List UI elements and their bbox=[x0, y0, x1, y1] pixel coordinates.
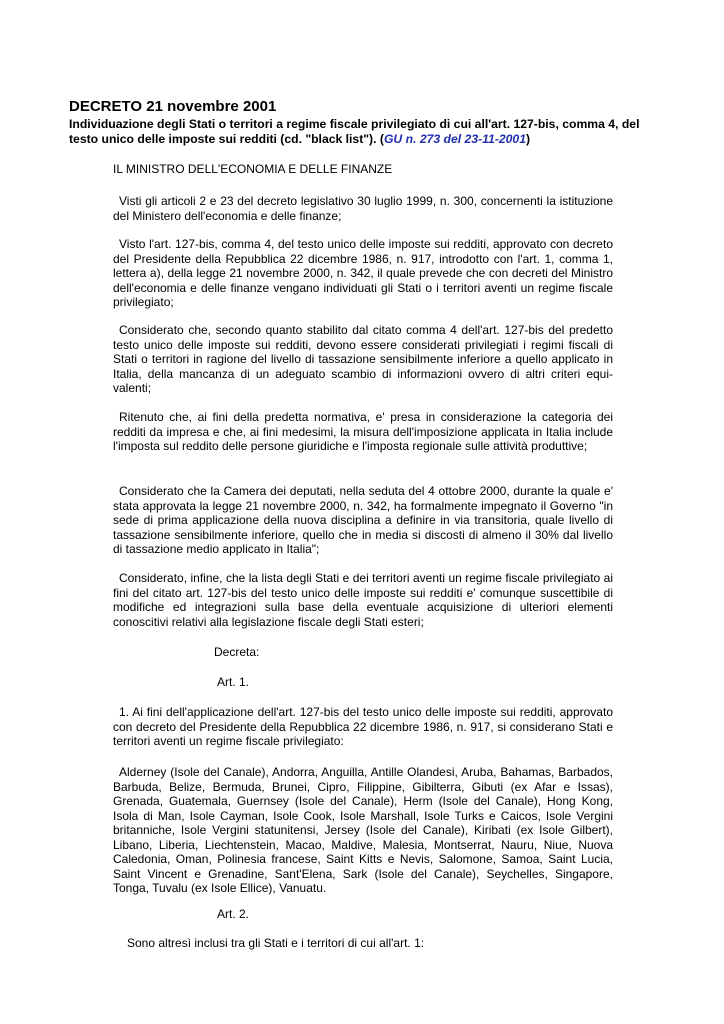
decree-subtitle bbox=[69, 117, 659, 147]
preamble-paragraph: Visto l'art. 127-bis, comma 4, del testo unico delle imposte sui redditi, approvato con decreto del Presidente della Repubblica 22 dicembre 1986, n. 917, introdotto con l'art. 1, comma 1, lettera a), della legge 21 novembre 2000, n. 342, il quale prevede che con decreti del Ministro dell'economia e delle finanze vengano individuati gli Stati o i territori aventi un regime fiscale privilegiato; bbox=[113, 237, 613, 309]
page-title: DECRETO 21 novembre 2001 bbox=[69, 98, 277, 115]
preamble-paragraph: Considerato che la Camera dei deputati, nella seduta del 4 ottobre 2000, durante la quale e' stata approvata la legge 21 novembre 2000, n. 342, ha formalmente impegnato il Governo "in sede di prima applicazione della nuova disciplina a definire in via transitoria, quale livello di tassazione sensibilmente inferiore, quello che in media si discosti di almeno il 30% dal livello di tassazione medio applicato in Italia"; bbox=[113, 484, 613, 556]
preamble-paragraph: Visti gli articoli 2 e 23 del decreto legislativo 30 luglio 1999, n. 300, concernenti la istituzione del Ministero dell'economia e delle finanze; bbox=[113, 194, 613, 223]
article-2-text: Sono altresì inclusi tra gli Stati e i territori di cui all'art. 1: bbox=[127, 936, 425, 950]
subtitle-close: ) bbox=[526, 132, 531, 146]
country-list: Alderney (Isole del Canale), Andorra, Anguilla, Antille Olandesi, Aruba, Bahamas, Barbados, Barbuda, Belize, Bermuda, Brunei, Cipro, Filippine, Gibilterra, Gibuti (ex Afar e Issas), Grenada, Guatemala, Guernsey (Isole del Canale), Herm (Isole del Canale), Hong Kong, Isola di Man, Isole Cayman, Isole Cook, Isole Marshall, Isole Turks e Caicos, Isole Vergini britanniche, Isole Vergini statunitensi, Jersey (Isole del Canale), Kiribati (ex Isole Gilbert), Libano, Liberia, Liechtenstein, Macao, Maldive, Malesia, Montserrat, Nauru, Niue, Nuova Caledonia, Oman, Polinesia francese, Saint Kitts e Nevis, Salomone, Samoa, Saint Lucia, Saint Vincent e Grenadine, Sant'Elena, Sark (Isole del Canale), Seychelles, Singapore, Tonga, Tuvalu (ex Isole Ellice), Vanuatu. bbox=[113, 765, 613, 895]
subtitle-text: Individuazione degli Stati o territori a regime fiscale privilegiato di cui all'art. 127-bis, comma 4, del testo unico delle imposte sui redditi (cd. "black list"). ( bbox=[69, 117, 640, 146]
preamble-paragraph: Ritenuto che, ai fini della predetta normativa, e' presa in considerazione la categoria dei redditi da impresa e che, ai fini medesimi, la misura dell'imposizione applicata in Italia include l'imposta sul reddito delle persone giuridiche e l'imposta regionale sulle attività produttive; bbox=[113, 410, 613, 453]
article-2-heading: Art. 2. bbox=[217, 907, 250, 921]
gu-reference-link[interactable]: GU n. 273 del 23-11-2001 bbox=[383, 132, 526, 146]
article-1-heading: Art. 1. bbox=[217, 675, 250, 689]
preamble-paragraph: Considerato, infine, che la lista degli Stati e dei territori aventi un regime fiscale privilegiato ai fini del citato art. 127-bis del testo unico delle imposte sui redditi e' comunque suscettibile di modifiche ed integrazioni sulla base della eventuale acquisizione di ulteriori elementi conoscitivi relativi alla legislazione fiscale degli Stati esteri; bbox=[113, 571, 613, 629]
preamble-paragraph: Considerato che, secondo quanto stabilito dal citato comma 4 dell'art. 127-bis del predetto testo unico delle imposte sui redditi, devono essere considerati privilegiati i regimi fiscali di Stati o territori in ragione del livello di tassazione sensibilmente inferiore a quello applicato in Italia, della mancanza di un adeguato scambio di informazioni ovvero di altri criteri equi-valenti; bbox=[113, 323, 613, 395]
minister-heading: IL MINISTRO DELL'ECONOMIA E DELLE FINANZE bbox=[113, 162, 393, 176]
decreta-label: Decreta: bbox=[214, 645, 260, 659]
article-1-text: 1. Ai fini dell'applicazione dell'art. 127-bis del testo unico delle imposte sui redditi, approvato con decreto del Presidente della Repubblica 22 dicembre 1986, n. 917, si considerano Stati e territori aventi un regime fiscale privilegiato: bbox=[113, 705, 613, 748]
